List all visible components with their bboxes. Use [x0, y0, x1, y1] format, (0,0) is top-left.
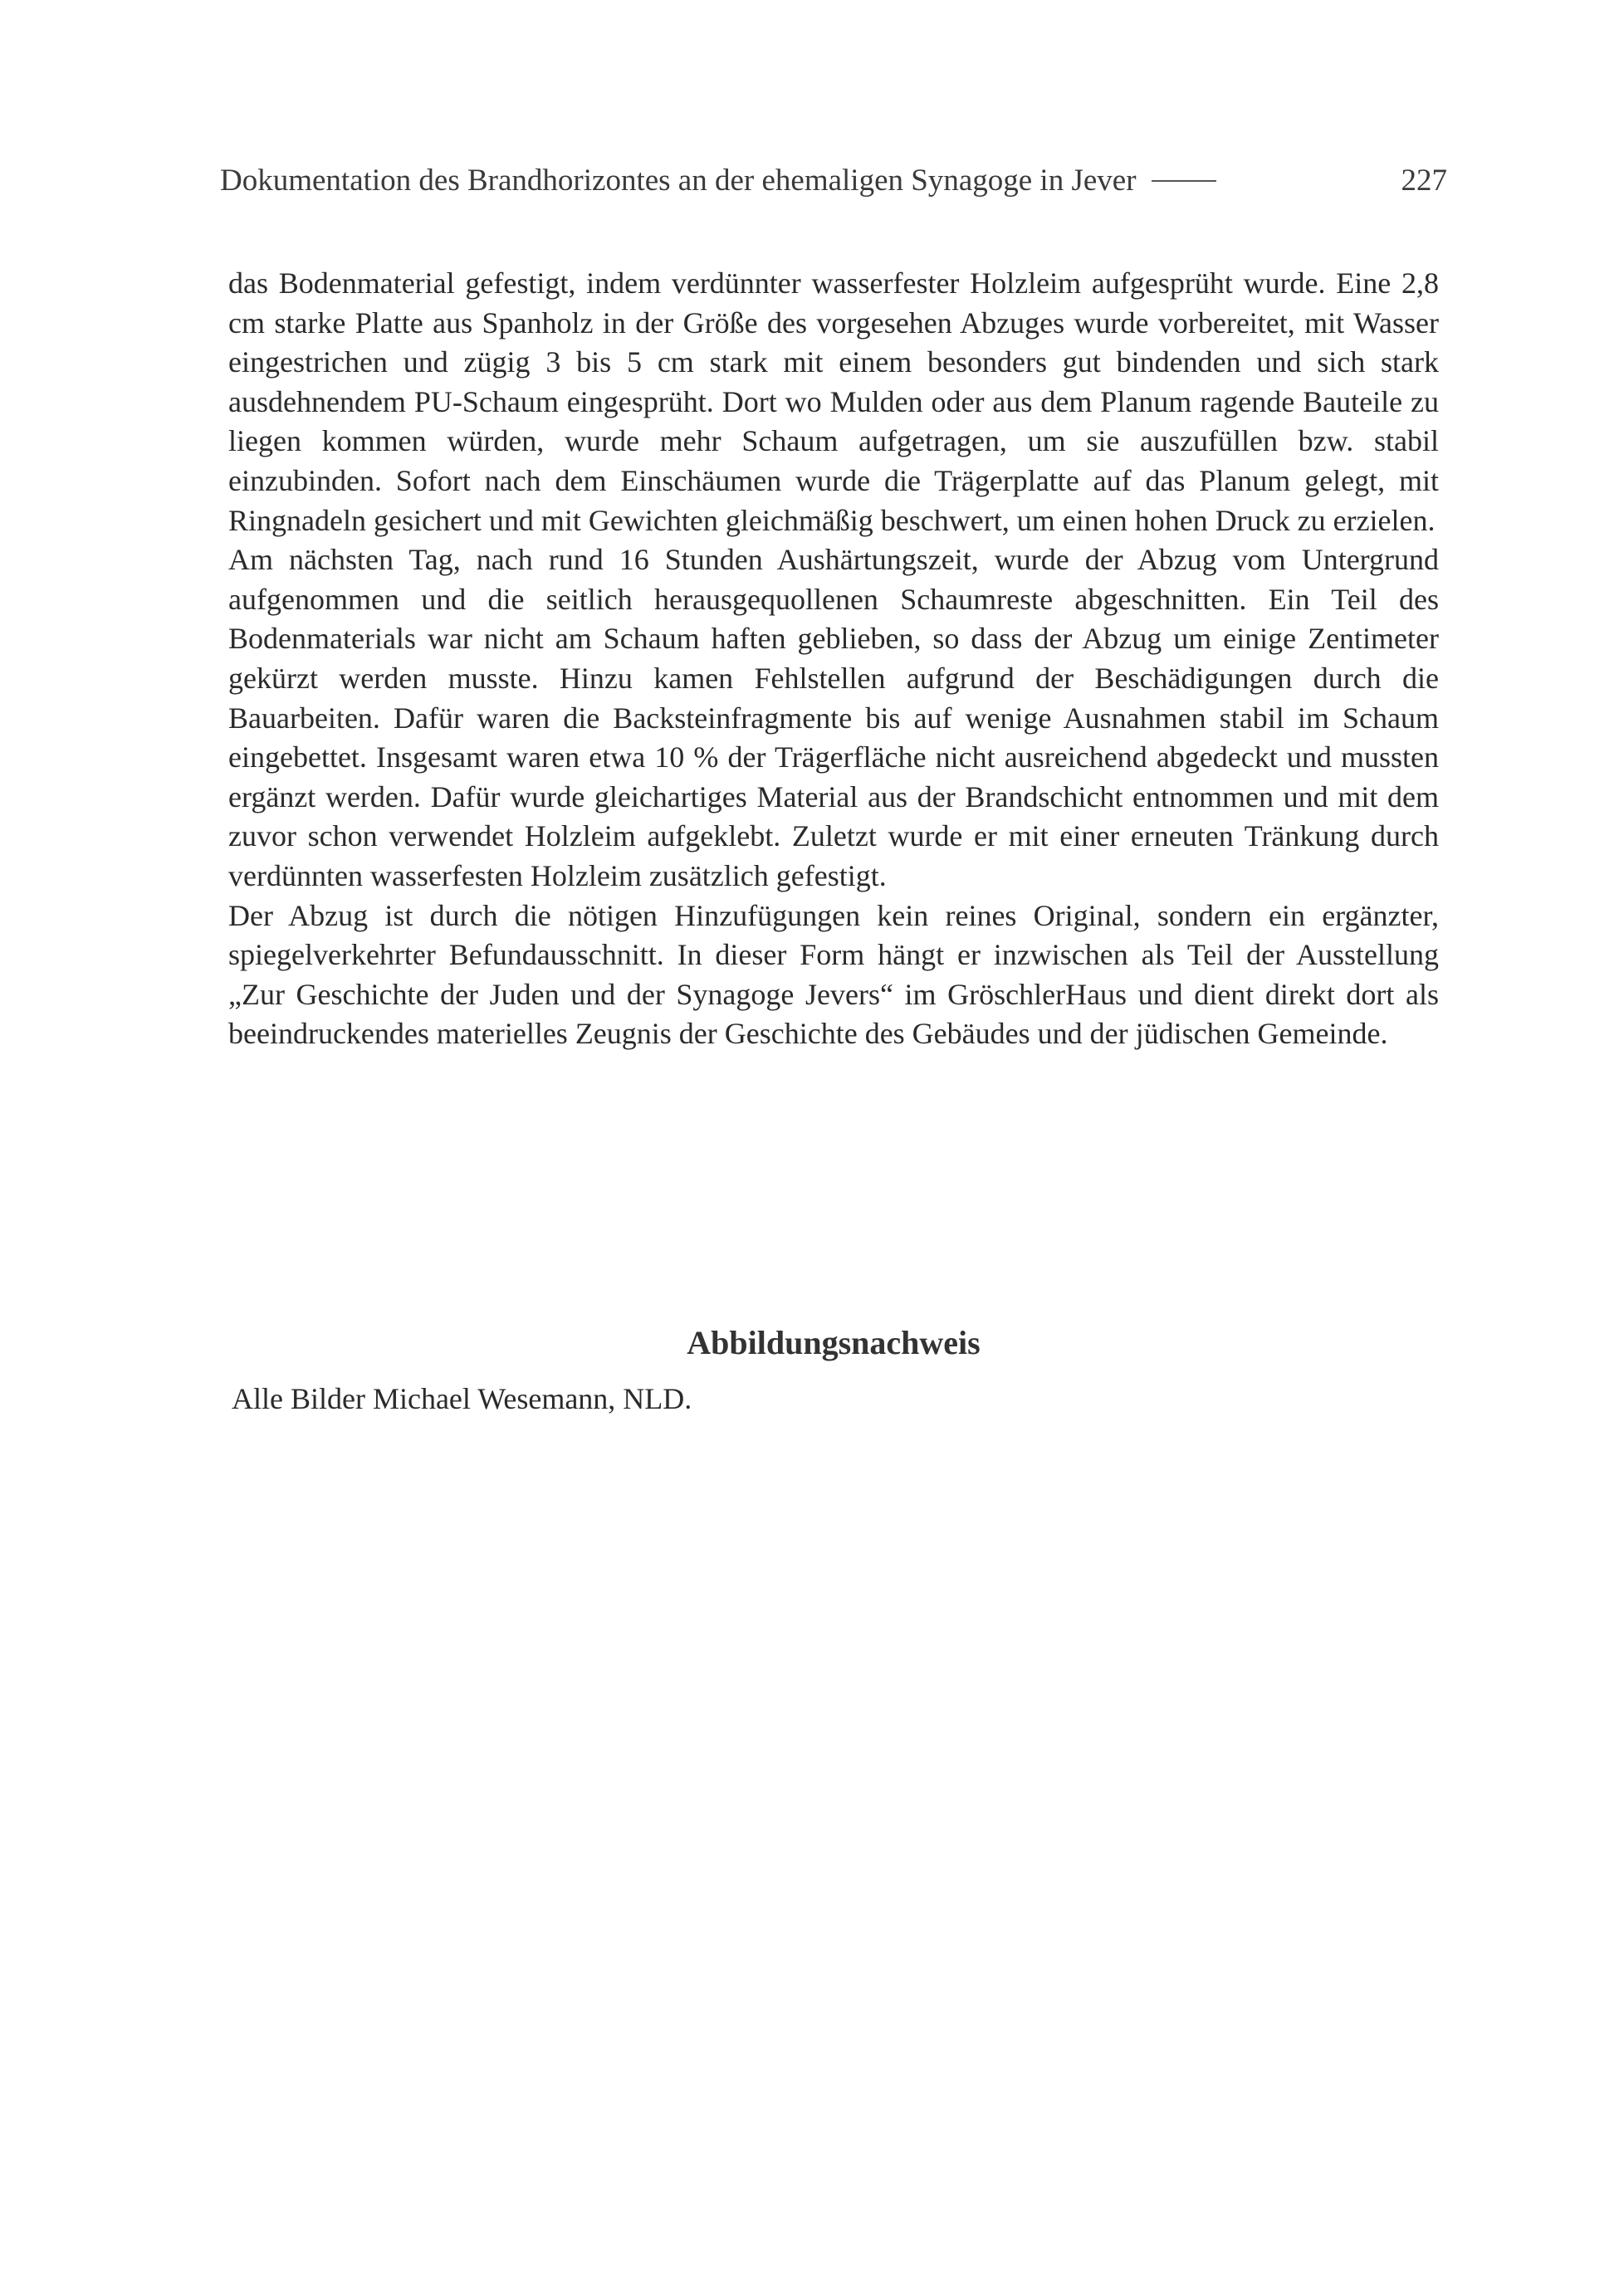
body-text [228, 264, 1439, 1054]
page-number: 227 [1401, 164, 1447, 198]
running-head [220, 158, 1447, 204]
paragraph-2: Am nächsten Tag, nach rund 16 Stunden Aushärtungszeit, wurde der Abzug vom Untergrund aufgenommen und die seitlich herausgequollenen Schaumreste abgeschnitten. Ein Teil des Bodenmaterials war nicht am Schaum haften geblieben, so dass der Abzug um einige Zentimeter gekürzt werden musste. Hinzu kamen Fehlstellen aufgrund der Beschädigungen durch die Bauarbeiten. Dafür waren die Backsteinfragmente bis auf wenige Ausnahmen stabil im Schaum eingebettet. Insgesamt waren etwa 10 % der Trägerfläche nicht ausreichend abgedeckt und mussten ergänzt werden. Dafür wurde gleichartiges Material aus der Brandschicht entnommen und mit dem zuvor schon verwendet Holzleim aufgeklebt. Zuletzt wurde er mit einer erneuten Tränkung durch verdünnten wasserfesten Holzleim zusätzlich gefestigt. [228, 543, 1439, 892]
running-head-rule [1152, 180, 1216, 182]
paragraph-3: Der Abzug ist durch die nötigen Hinzufügungen kein reines Original, sondern ein ergänzter, spiegelverkehrter Befundausschnitt. In dieser Form hängt er inzwischen als Teil der Ausstellung „Zur Geschichte der Juden und der Synagoge Jevers“ im GröschlerHaus und dient direkt dort als beeindruckendes materielles Zeugnis der Geschichte des Gebäudes und der jüdischen Gemeinde. [228, 898, 1439, 1051]
running-title-group [220, 158, 1233, 204]
running-title: Dokumentation des Brandhorizontes an der ehemaligen Synagoge in Jever [220, 164, 1137, 198]
paragraph-1: das Bodenmaterial gefestigt, indem verdünnter wasserfester Holzleim aufgesprüht wurde. Eine 2,8 cm starke Platte aus Spanholz in der Größe des vorgesehen Abzuges wurde vorbereitet, mit Wasser eingestrichen und zügig 3 bis 5 cm stark mit einem besonders gut bindenden und sich stark ausdehnendem PU-Schaum eingesprüht. Dort wo Mulden oder aus dem Planum ragende Bauteile zu liegen kommen würden, wurde mehr Schaum aufgetragen, um sie auszufüllen bzw. stabil einzubinden. Sofort nach dem Einschäumen wurde die Trägerplatte auf das Planum gelegt, mit Ringnadeln gesichert und mit Gewichten gleichmäßig beschwert, um einen hohen Druck zu erzielen. [228, 266, 1439, 537]
image-credits: Alle Bilder Michael Wesemann, NLD. [232, 1382, 692, 1415]
section-title: Abbildungsnachweis [687, 1324, 981, 1362]
